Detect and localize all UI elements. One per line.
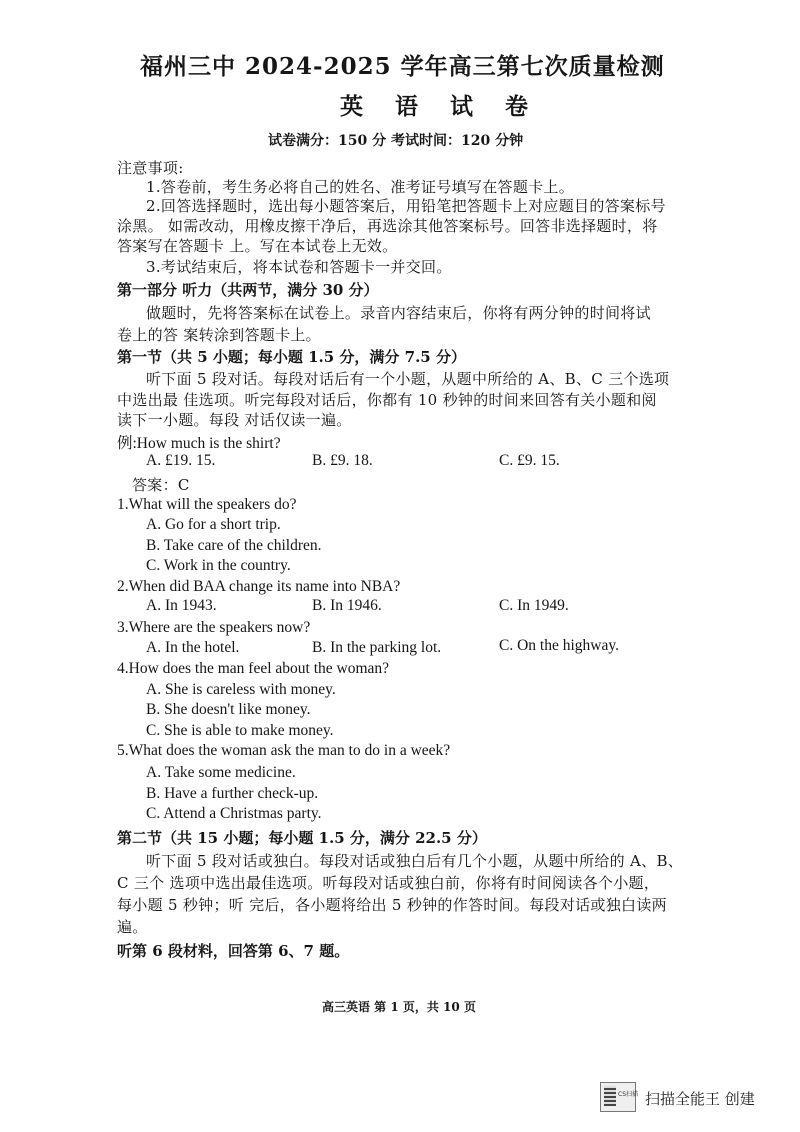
section1-desc: 听下面 5 段对话。每段对话后有一个小题，从题中所给的 A、B、C 三个选项 [146,370,670,388]
notes-heading: 注意事项: [117,159,184,177]
section2-desc: 听下面 5 段对话或独白。每段对话或独白后有几个小题，从题中所给的 A、B、 [146,852,684,870]
question-4: 4.How does the man feel about the woman? [117,660,390,677]
question-5-option-b: B. Have a further check-up. [146,785,319,802]
notes-item: 3.考试结束后，将本试卷和答题卡一并交回。 [146,258,452,276]
question-1: 1.What will the speakers do? [117,496,297,513]
logo-text: CS扫描 [618,1091,638,1098]
example-answer: 答案：C [132,476,190,494]
section2-instruction: 听第 6 段材料，回答第 6、7 题。 [117,942,350,960]
part1-desc: 卷上的答 案转涂到答题卡上。 [117,326,321,344]
question-4-option-b: B. She doesn't like money. [146,701,311,718]
exam-meta: 试卷满分：150 分 考试时间：120 分钟 [268,133,524,149]
qr-mark-icon [604,1086,616,1106]
example-option-c: C. £9. 15. [499,452,560,469]
question-2-option-a: A. In 1943. [146,597,217,614]
question-1-option-c: C. Work in the country. [146,557,291,574]
notes-item: 涂黑。 如需改动，用橡皮擦干净后，再选涂其他答案标号。回答非选择题时，将 [117,217,658,235]
question-5-option-c: C. Attend a Christmas party. [146,805,322,822]
example-question: 例:How much is the shirt? [117,435,281,452]
section2-desc: 遍。 [117,918,148,936]
question-1-option-a: A. Go for a short trip. [146,516,281,533]
question-3-option-b: B. In the parking lot. [312,639,442,656]
part1-heading: 第一部分 听力（共两节，满分 30 分） [117,281,379,299]
question-3-option-a: A. In the hotel. [146,639,240,656]
section1-desc: 读下一小题。每段 对话仅读一遍。 [117,411,352,429]
notes-item: 答案写在答题卡 上。写在本试卷上无效。 [117,237,398,255]
section1-heading: 第一节（共 5 小题；每小题 1.5 分，满分 7.5 分） [117,348,466,366]
question-1-option-b: B. Take care of the children. [146,537,322,554]
page-number: 高三英语 第 1 页，共 10 页 [322,1000,476,1014]
section2-desc: C 三个 选项中选出最佳选项。听每段对话或独白前，你将有时间阅读各个小题， [117,874,660,892]
example-option-b: B. £9. 18. [312,452,373,469]
notes-item: 2.回答选择题时，选出每小题答案后，用铅笔把答题卡上对应题目的答案标号 [146,197,666,215]
question-2-option-c: C. In 1949. [499,597,569,614]
section2-heading: 第二节（共 15 小题；每小题 1.5 分，满分 22.5 分） [117,829,487,847]
section1-desc: 中选出最 佳选项。听完每段对话后，你都有 10 秒钟的时间来回答有关小题和阅 [117,391,657,409]
camscanner-logo [600,1082,636,1112]
question-3-option-c: C. On the highway. [499,637,619,654]
section2-desc: 每小题 5 秒钟；听 完后，各小题将给出 5 秒钟的作答时间。每段对话或独白读两 [117,896,667,914]
part1-desc: 做题时，先将答案标在试卷上。录音内容结束后，你将有两分钟的时间将试 [146,304,651,322]
exam-subtitle: 英 语 试 卷 [340,93,541,120]
question-3: 3.Where are the speakers now? [117,619,311,636]
question-5: 5.What does the woman ask the man to do in a week? [117,742,451,759]
scanner-watermark: 扫描全能王 创建 [645,1090,755,1108]
notes-item: 1.答卷前，考生务必将自己的姓名、准考证号填写在答题卡上。 [146,178,575,196]
question-4-option-a: A. She is careless with money. [146,681,336,698]
example-option-a: A. £19. 15. [146,452,216,469]
question-4-option-c: C. She is able to make money. [146,722,334,739]
question-5-option-a: A. Take some medicine. [146,764,296,781]
question-2-option-b: B. In 1946. [312,597,382,614]
exam-title: 福州三中 2024-2025 学年高三第七次质量检测 [140,53,665,80]
question-2: 2.When did BAA change its name into NBA? [117,578,401,595]
